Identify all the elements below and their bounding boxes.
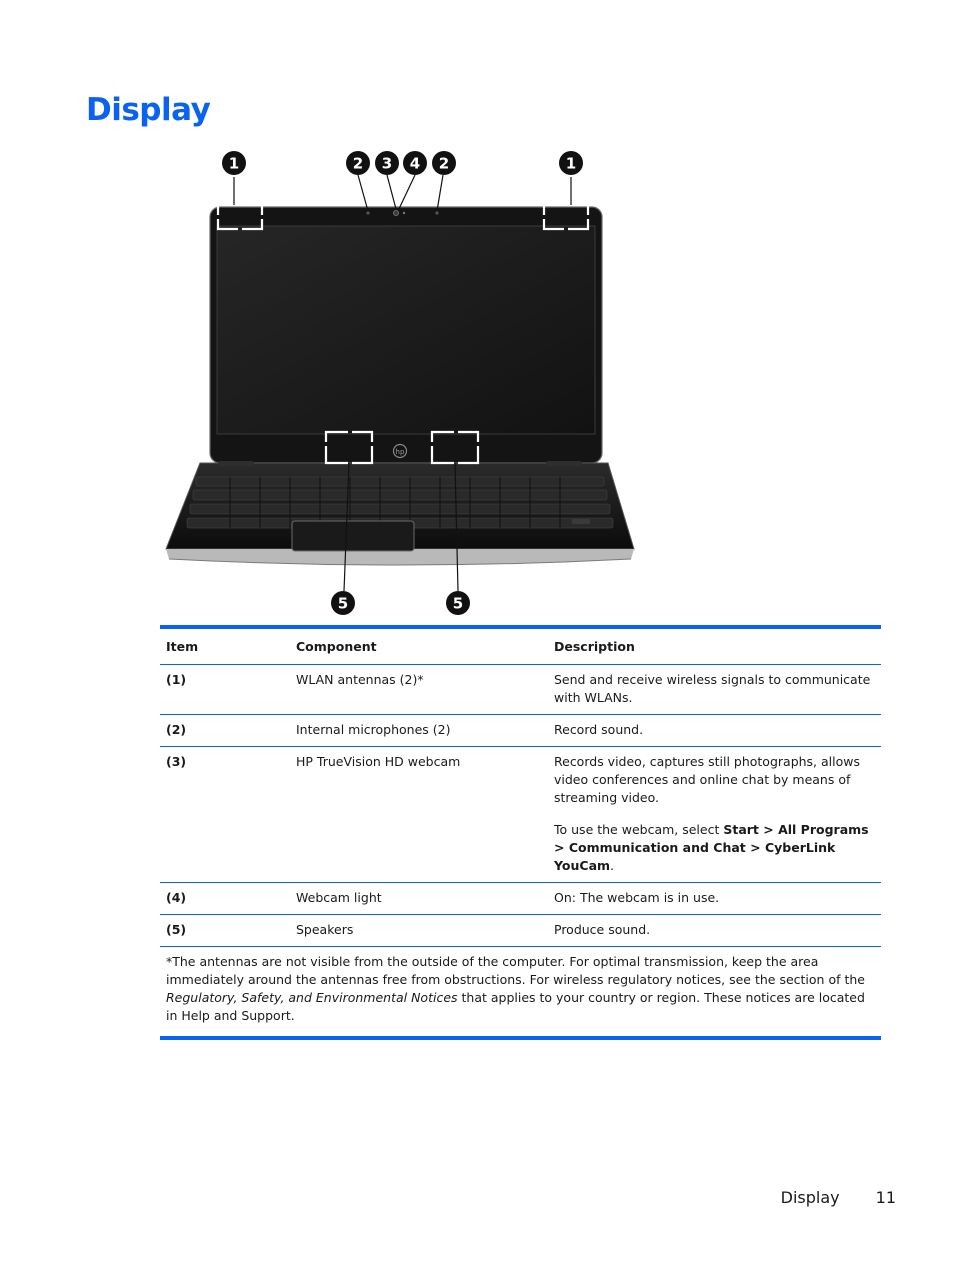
- callout-label: 5: [337, 594, 349, 613]
- component-description: [548, 715, 881, 747]
- description-text: Record sound.: [554, 722, 644, 737]
- callout-label: 2: [438, 154, 450, 173]
- webcam-usage-note: [554, 821, 875, 875]
- menu-path: Start > All Programs > Communication and Chat > CyberLink YouCam: [554, 822, 869, 873]
- component-description: [548, 915, 881, 947]
- header-component: Component: [290, 627, 548, 665]
- item-code: (1): [160, 665, 290, 715]
- page-number: 11: [875, 1188, 896, 1207]
- laptop-display-figure: [160, 145, 640, 617]
- table-row: [160, 747, 881, 883]
- callout-label: 5: [452, 594, 464, 613]
- callout-marker: [446, 591, 470, 615]
- component-name: Internal microphones (2): [290, 715, 548, 747]
- laptop-image: [166, 207, 634, 565]
- header-item: Item: [160, 627, 290, 665]
- callout-marker: [222, 151, 246, 175]
- footnote-text-end: that applies to your country or region. These notices are located in Help and Support.: [166, 990, 865, 1023]
- callout-label: 3: [381, 154, 393, 173]
- header-description: Description: [548, 627, 881, 665]
- footer-section: Display: [780, 1188, 840, 1207]
- table-row: [160, 883, 881, 915]
- components-table: [160, 625, 881, 1040]
- regulatory-notices-title: Regulatory, Safety, and Environmental Notices: [166, 990, 458, 1005]
- callout-marker: [375, 151, 399, 175]
- note-suffix: .: [610, 858, 615, 873]
- item-code: (4): [160, 883, 290, 915]
- footnote-text: *The antennas are not visible from the outside of the computer. For optimal transmission, keep the area immediately around the antennas free from obstructions. For wireless regulatory notices, see the section of the: [166, 954, 865, 987]
- component-name: Speakers: [290, 915, 548, 947]
- table-header-row: [160, 627, 881, 665]
- callout-marker: [346, 151, 370, 175]
- table-footnote-row: [160, 947, 881, 1039]
- item-code: (3): [160, 747, 290, 883]
- callout-label: 1: [228, 154, 240, 173]
- component-name: WLAN antennas (2)*: [290, 665, 548, 715]
- component-name: HP TrueVision HD webcam: [290, 747, 548, 883]
- callout-marker: [432, 151, 456, 175]
- callout-marker: [403, 151, 427, 175]
- description-text: On: The webcam is in use.: [554, 890, 720, 905]
- component-name: Webcam light: [290, 883, 548, 915]
- component-description: [548, 665, 881, 715]
- callout-marker: [559, 151, 583, 175]
- svg-text:hp: hp: [395, 448, 405, 456]
- note-prefix: To use the webcam, select: [554, 822, 724, 837]
- component-description: [548, 883, 881, 915]
- description-text: Produce sound.: [554, 922, 651, 937]
- description-text: Send and receive wireless signals to communicate with WLANs.: [554, 672, 871, 705]
- page-footer: [781, 1188, 896, 1207]
- page-title: Display: [86, 92, 211, 128]
- table-row: [160, 665, 881, 715]
- antenna-footnote: [160, 947, 881, 1039]
- item-code: (2): [160, 715, 290, 747]
- callout-label: 4: [409, 154, 421, 173]
- callout-label: 2: [352, 154, 364, 173]
- component-description: [548, 747, 881, 883]
- table-row: [160, 915, 881, 947]
- callout-label: 1: [565, 154, 577, 173]
- item-code: (5): [160, 915, 290, 947]
- description-text: Records video, captures still photographs, allows video conferences and online chat by means of streaming video.: [554, 754, 860, 805]
- callout-marker: [331, 591, 355, 615]
- table-row: [160, 715, 881, 747]
